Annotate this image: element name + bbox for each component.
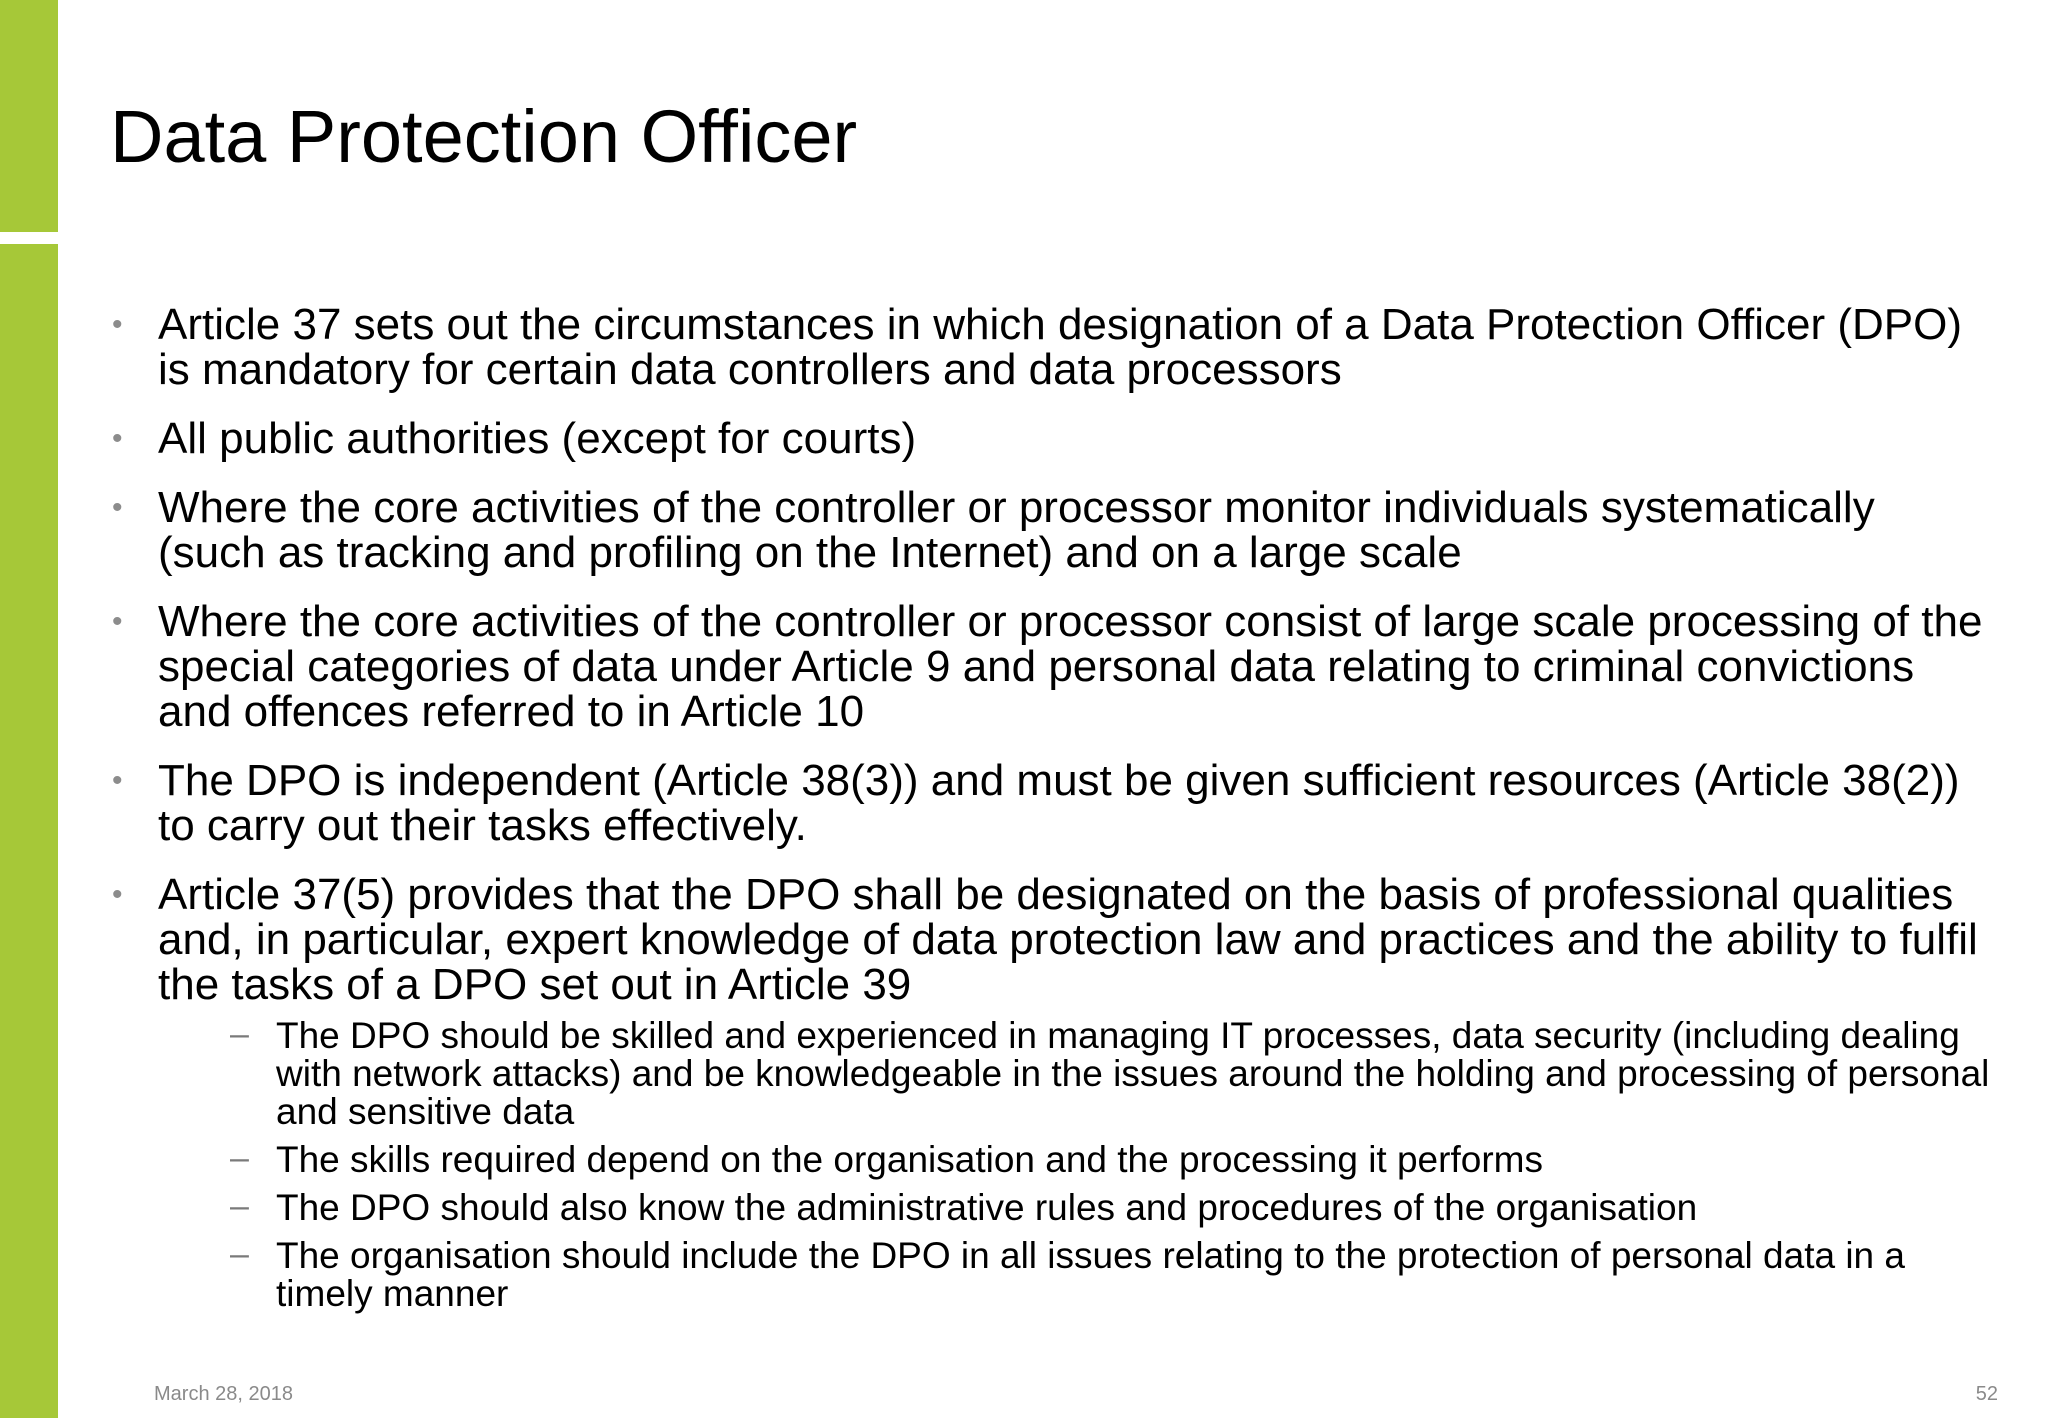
bullet-text: Article 37 sets out the circumstances in which designation of a Data Protection Officer (DPO) is mandatory for certain data controllers and data processors (158, 300, 1962, 394)
bullet-dot-icon: • (112, 491, 123, 524)
bullet-text: The DPO is independent (Article 38(3)) and must be given sufficient resources (Article 38(2)) to carry out their tasks effectively. (158, 756, 1960, 850)
bullet-item (110, 599, 1990, 734)
sub-bullet-item (158, 1237, 1990, 1313)
sub-bullet-list (158, 1017, 1990, 1313)
page-number: 52 (1975, 1383, 1998, 1405)
footer-date: March 28, 2018 (154, 1383, 293, 1405)
sub-bullet-item (158, 1141, 1990, 1179)
sub-bullet-item (158, 1017, 1990, 1131)
bullet-dot-icon: • (112, 878, 123, 911)
bullet-item (110, 416, 1990, 461)
bullet-dot-icon: • (112, 422, 123, 455)
bullet-text: Article 37(5) provides that the DPO shall be designated on the basis of professional qualities and, in particular, expert knowledge of data protection law and practices and the ability to fulfil the tasks of a DPO set out in Article 39 (158, 870, 1978, 1009)
bullet-dot-icon: • (112, 764, 123, 797)
slide-content (110, 302, 1990, 1337)
sub-bullet-text: The skills required depend on the organisation and the processing it performs (276, 1139, 1543, 1180)
sub-bullet-item (158, 1189, 1990, 1227)
bullet-text: All public authorities (except for courts) (158, 414, 917, 463)
sub-bullet-text: The DPO should be skilled and experienced in managing IT processes, data security (including dealing with network attacks) and be knowledgeable in the issues around the holding and processing of personal and sensitive data (276, 1015, 1990, 1132)
sub-bullet-text: The DPO should also know the administrative rules and procedures of the organisation (276, 1187, 1698, 1228)
slide-title: Data Protection Officer (110, 95, 858, 178)
accent-bar-bottom (0, 244, 58, 1418)
dash-icon: – (230, 1235, 249, 1273)
bullet-item (110, 302, 1990, 392)
bullet-text: Where the core activities of the controller or processor monitor individuals systematically (such as tracking and profiling on the Internet) and on a large scale (158, 483, 1875, 577)
bullet-item (110, 758, 1990, 848)
bullet-text: Where the core activities of the controller or processor consist of large scale processing of the special categories of data under Article 9 and personal data relating to criminal convictions and offences referred to in Article 10 (158, 597, 1983, 736)
dash-icon: – (230, 1187, 249, 1225)
dash-icon: – (230, 1139, 249, 1177)
accent-bar-top (0, 0, 58, 232)
dash-icon: – (230, 1015, 249, 1053)
bullet-dot-icon: • (112, 308, 123, 341)
bullet-dot-icon: • (112, 605, 123, 638)
bullet-item (110, 485, 1990, 575)
sub-bullet-text: The organisation should include the DPO in all issues relating to the protection of personal data in a timely manner (276, 1235, 1905, 1314)
bullet-item (110, 872, 1990, 1313)
